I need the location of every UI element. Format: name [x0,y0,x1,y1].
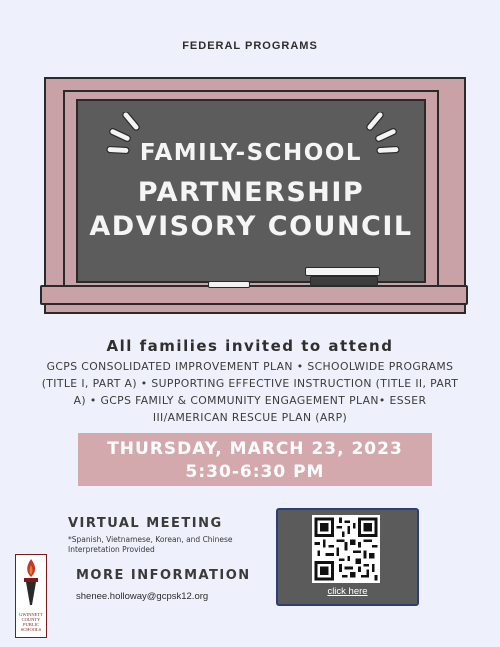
programs-line: (TITLE I, PART A) • SUPPORTING EFFECTIVE INSTRUCTION (TITLE II, PART [41,377,459,390]
logo-text: GWINNETT COUNTY PUBLIC SCHOOLS [19,612,43,632]
more-info-heading: MORE INFORMATION [76,568,251,583]
meeting-type: VIRTUAL MEETING [68,516,223,531]
qr-code-icon [312,515,380,583]
qr-click-here-link[interactable]: click here [327,586,368,597]
interpretation-note: *Spanish, Vietnamese, Korean, and Chinese Interpretation Provided [68,535,233,554]
invite-heading: All families invited to attend [106,337,394,355]
programs-line: III/AMERICAN RESCUE PLAN (ARP) [152,411,348,424]
chalk-stick-icon [208,281,250,288]
eraser-base [310,276,378,286]
chalk-tray [40,285,468,305]
board-title-line3: ADVISORY COUNCIL [89,211,413,242]
board-title-line2: PARTNERSHIP [137,177,365,208]
qr-code[interactable] [312,515,380,583]
programs-list [30,358,470,426]
contact-email[interactable]: shenee.holloway@gcpsk12.org [76,591,209,602]
header-label: FEDERAL PROGRAMS [182,40,318,52]
eraser-icon [305,267,380,276]
event-date: THURSDAY, MARCH 23, 2023 [107,439,403,459]
programs-line: GCPS CONSOLIDATED IMPROVEMENT PLAN • SCHOOLWIDE PROGRAMS [46,360,454,373]
programs-line: A) • GCPS FAMILY & COMMUNITY ENGAGEMENT PLAN• ESSER [73,394,427,407]
torch-icon [19,557,43,609]
event-time: 5:30-6:30 PM [185,462,325,482]
board-title-line1: FAMILY-SCHOOL [139,140,363,166]
